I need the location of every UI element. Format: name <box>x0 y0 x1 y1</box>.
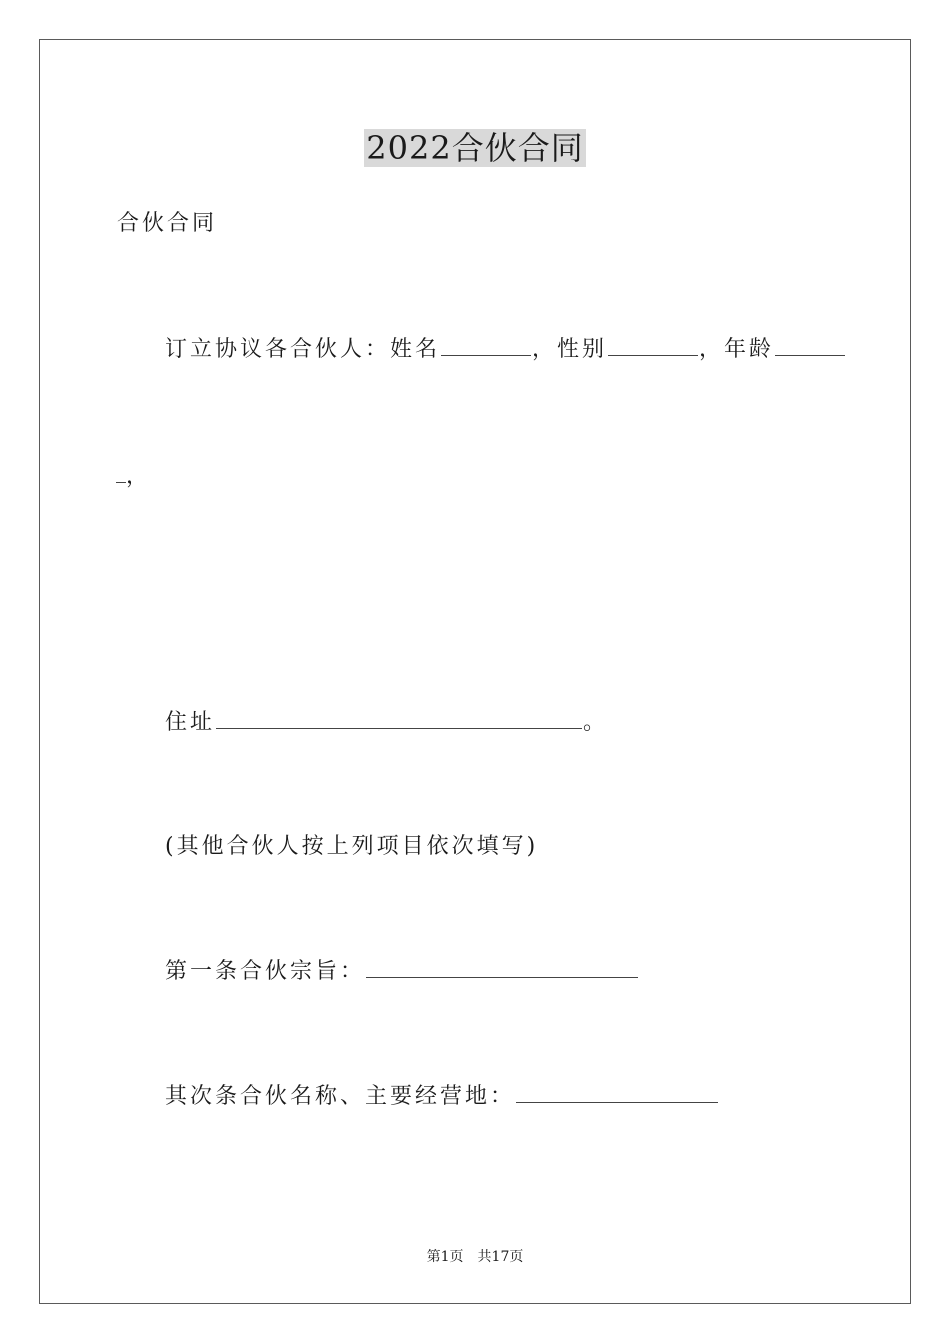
article-1-line <box>165 957 639 987</box>
article-2-blank[interactable] <box>516 1082 718 1103</box>
age-label: ，年龄 <box>699 337 775 362</box>
parties-prefix: 订立协议各合伙人：姓名 <box>165 337 441 362</box>
age-blank[interactable] <box>775 335 845 356</box>
age-blank-continued[interactable] <box>116 462 126 483</box>
page-total: 共17页 <box>477 1249 524 1265</box>
article-2-line <box>165 1082 719 1112</box>
continuation-comma: ， <box>126 464 152 489</box>
address-end: 。 <box>583 710 609 735</box>
article-1-blank[interactable] <box>366 957 638 978</box>
name-blank[interactable] <box>441 335 531 356</box>
page-footer <box>0 1247 950 1267</box>
address-blank[interactable] <box>216 708 582 729</box>
document-title <box>0 128 950 168</box>
page-number: 第1页 <box>426 1249 464 1265</box>
address-line <box>165 708 608 738</box>
other-partners-note: (其他合伙人按上列项目依次填写) <box>165 834 539 859</box>
article-1-label: 第一条合伙宗旨： <box>165 959 366 984</box>
parties-continuation <box>116 462 151 492</box>
document-subtitle: 合伙合同 <box>117 211 218 236</box>
sex-label: ，性别 <box>532 337 608 362</box>
article-2-label: 其次条合伙名称、主要经营地： <box>165 1084 516 1109</box>
parties-line <box>165 335 846 365</box>
address-label: 住址 <box>165 710 216 735</box>
sex-blank[interactable] <box>608 335 698 356</box>
document-title-text: 2022合伙合同 <box>366 129 584 167</box>
